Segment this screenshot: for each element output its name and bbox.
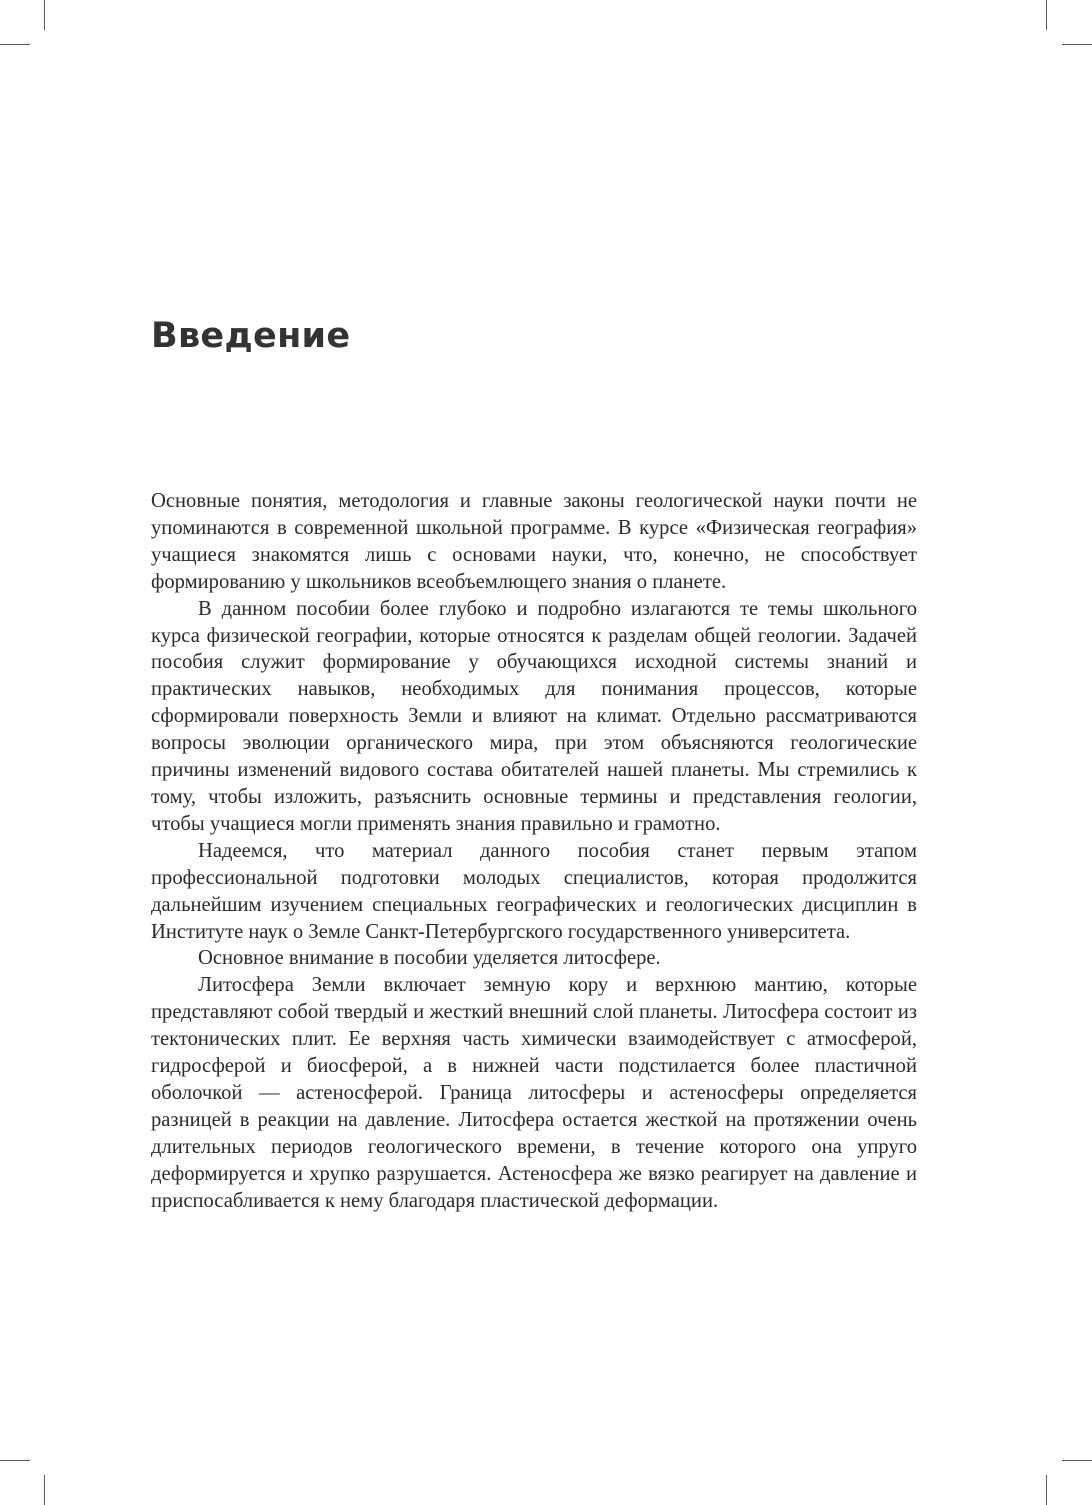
body-text [151,488,917,1214]
paragraph-2: В данном пособии более глубоко и подробно излагаются те темы школьного курса физической географии, которые относятся к разделам общей геологии. Задачей пособия служит формирование у обучающихся исходной системы знаний и практических навыков, необходимых для понимания процессов, которые сформировали поверхность Земли и влияют на климат. Отдельно рассматриваются вопросы эволюции органического мира, при этом объясняются геологические причины изменений видового состава обитателей нашей планеты. Мы стремились к тому, чтобы изложить, разъяснить основные термины и представления геологии, чтобы учащиеся могли применять знания правильно и грамотно. [151,597,917,835]
paragraph-5: Литосфера Земли включает земную кору и верхнюю мантию, которые представляют собой твердый и жесткий внешний слой планеты. Литосфера состоит из тектонических плит. Ее верхняя часть химически взаимодействует с атмосферой, гидросферой и биосферой, а в нижней части подстилается более пластичной оболочкой — астеносферой. Граница литосферы и астеносферы определяется разницей в реакции на давление. Литосфера остается жесткой на протяжении очень длительных периодов геологического времени, в течение которого она упруго деформируется и хрупко разрушается. Астеносфера же вязко реагирует на давление и приспосабливается к нему благодаря пластической деформации. [151,974,917,1212]
crop-mark-top-right-horizontal [1062,44,1092,45]
crop-mark-bottom-left-horizontal [0,1460,30,1461]
crop-mark-top-left-vertical [44,0,45,30]
crop-mark-top-right-vertical [1046,0,1047,30]
crop-mark-bottom-right-horizontal [1062,1460,1092,1461]
crop-mark-top-left-horizontal [0,44,30,45]
crop-mark-bottom-right-vertical [1046,1475,1047,1505]
paragraph-1: Основные понятия, методология и главные законы геологической науки почти не упоминаются в современной школьной программе. В курсе «Физическая география» учащиеся знакомятся лишь с основами науки, что, конечно, не способствует формированию у школьников всеобъемлющего знания о планете. [151,490,917,593]
paragraph-3: Надеемся, что материал данного пособия станет первым этапом профессиональной подготовки молодых специалистов, которая продолжится дальнейшим изучением специальных географических и геологических дисциплин в Институте наук о Земле Санкт-Петербургского государственного университета. [151,839,917,943]
crop-mark-bottom-left-vertical [44,1475,45,1505]
page-title: Введение [151,316,351,356]
paragraph-4: Основное внимание в пособии уделяется литосфере. [198,947,661,970]
